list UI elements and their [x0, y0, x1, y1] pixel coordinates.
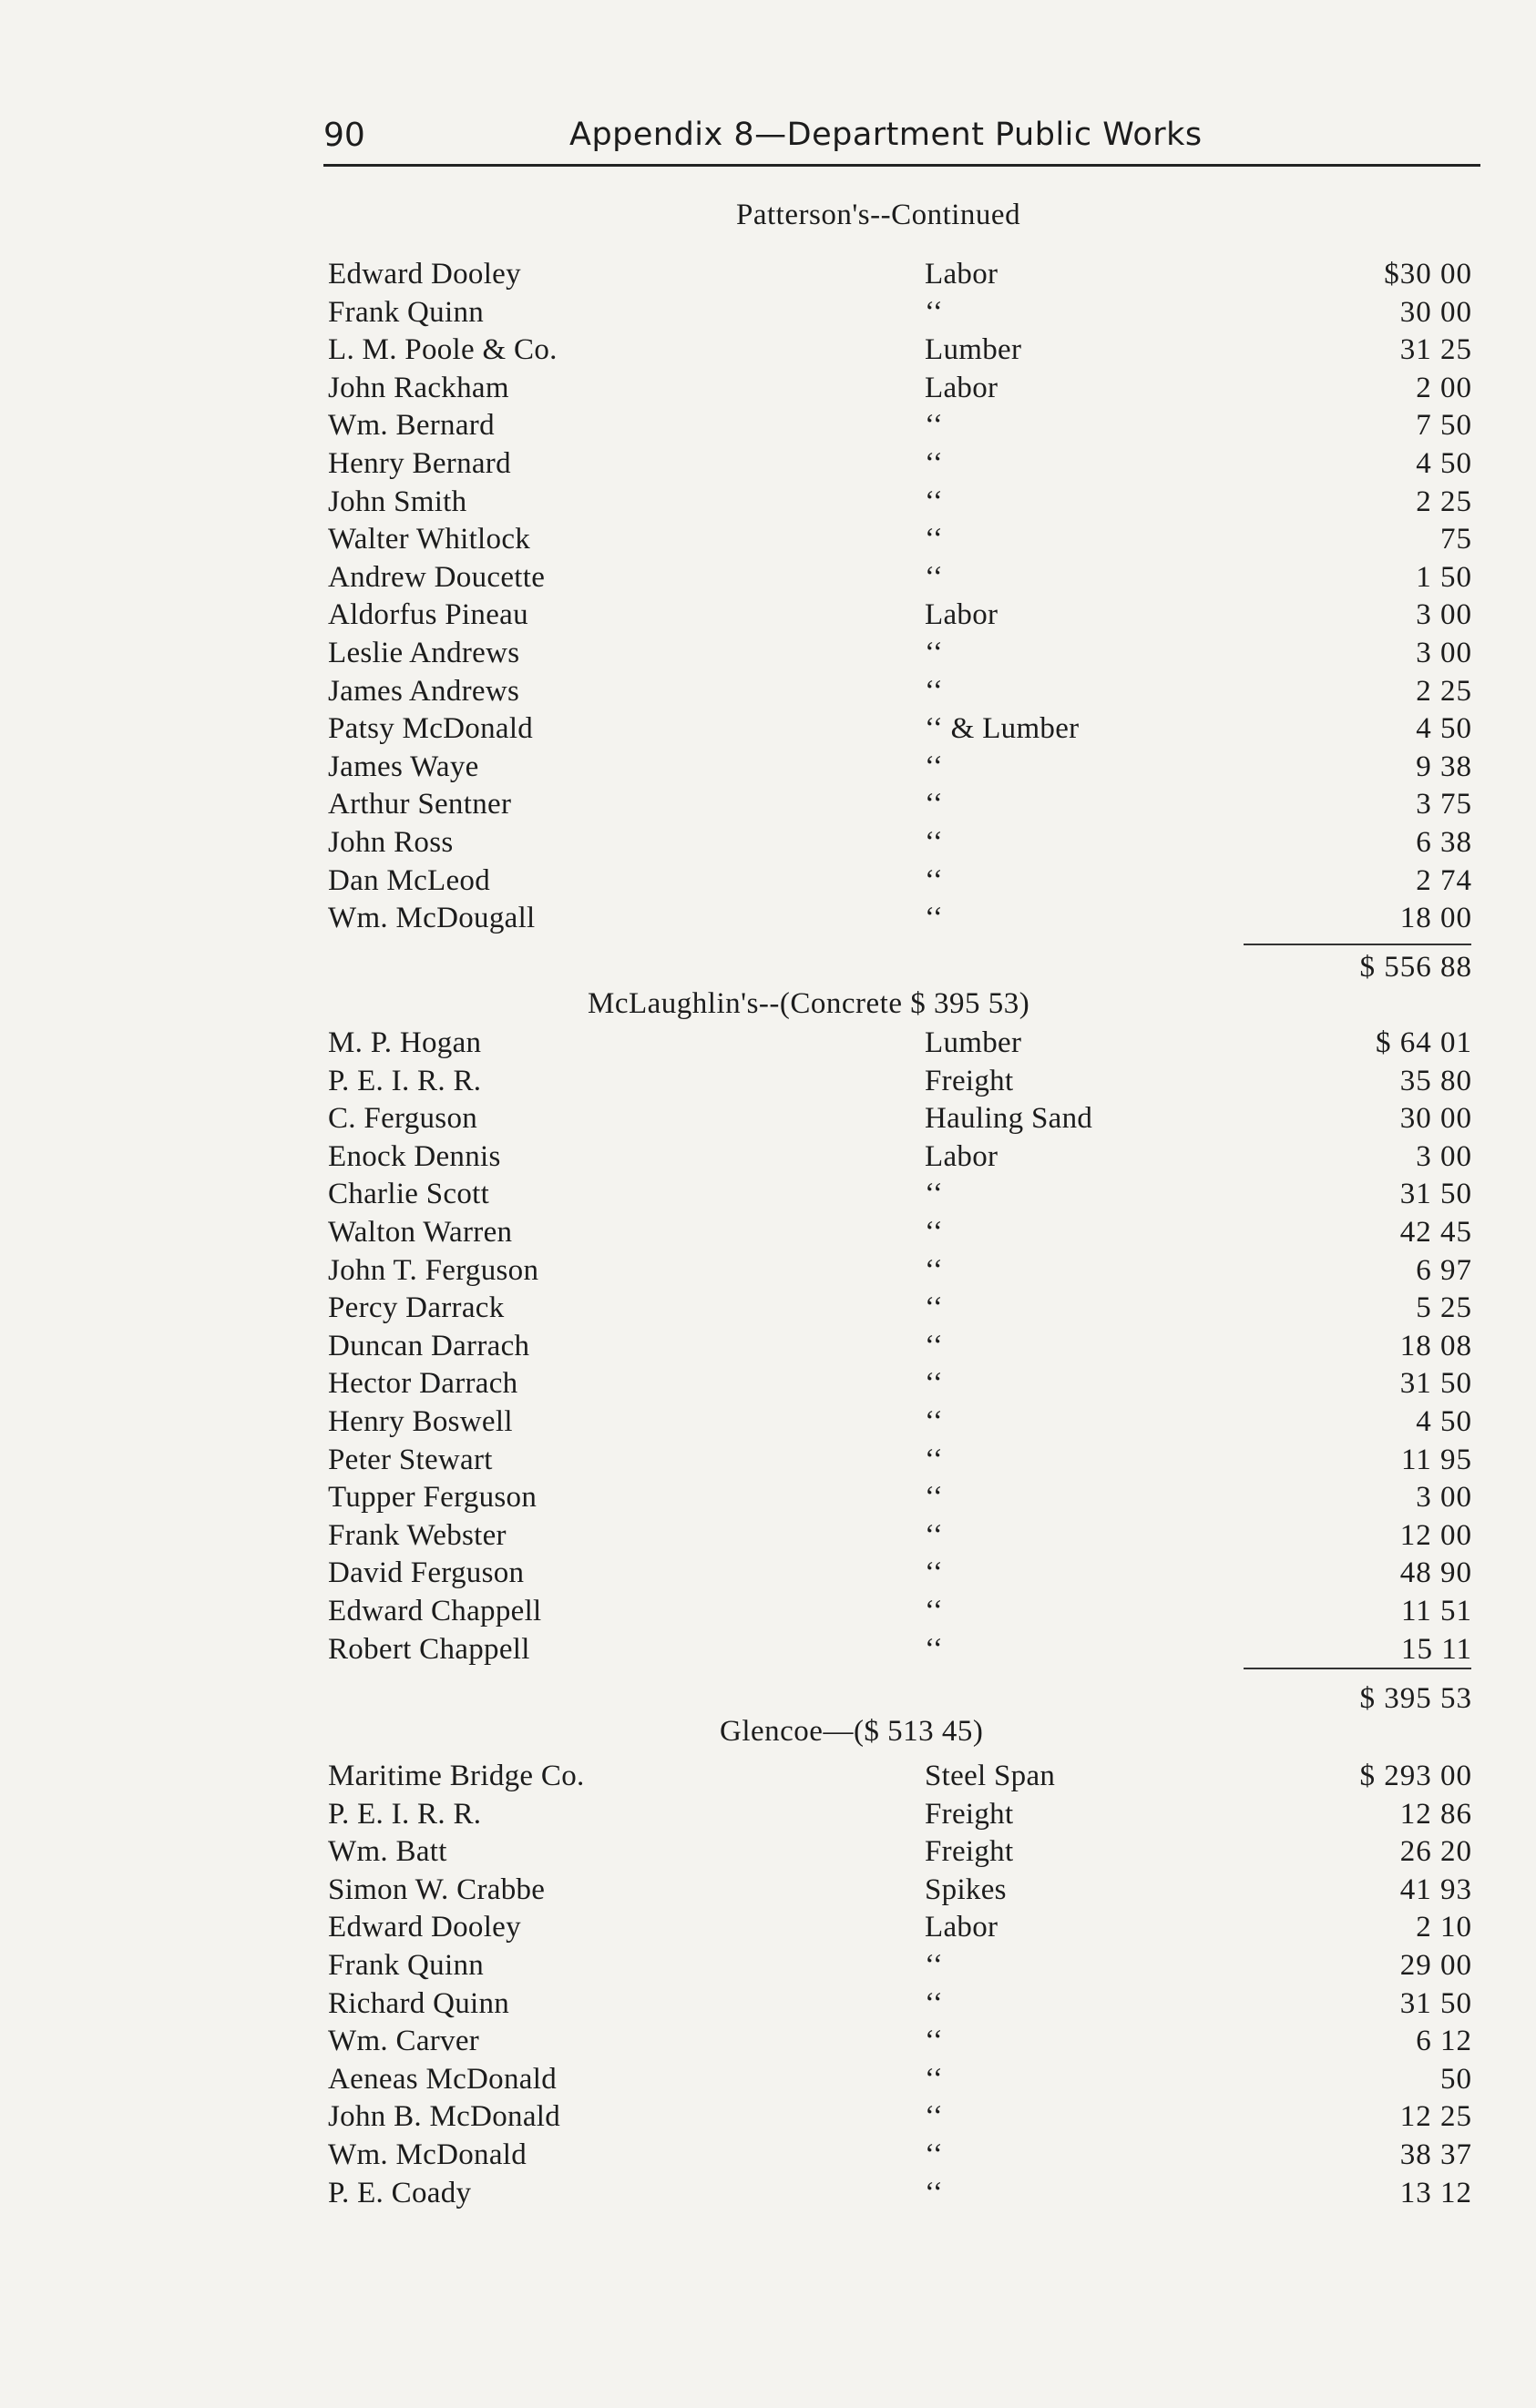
payment-item: ‘‘ [925, 485, 944, 518]
ledger-row [0, 2138, 1536, 2177]
ledger-row [0, 1291, 1536, 1330]
payment-amount: 7 50 [1416, 409, 1472, 443]
payment-amount: 2 25 [1416, 485, 1472, 518]
ledger-row [0, 409, 1536, 447]
payee-name: Edward Chappell [328, 1594, 542, 1627]
ledger-row [0, 2100, 1536, 2138]
payment-amount: 31 50 [1399, 1986, 1472, 2020]
payee-name: Henry Bernard [328, 446, 511, 480]
payment-amount: 13 12 [1399, 2176, 1472, 2209]
payment-amount: 6 12 [1416, 2025, 1472, 2058]
payee-name: Frank Webster [328, 1518, 507, 1552]
payee-name: P. E. I. R. R. [328, 1064, 482, 1097]
section-title-pattersons: Patterson's--Continued [736, 199, 1021, 231]
payment-item: ‘‘ [925, 295, 944, 329]
payee-name: Wm. Batt [328, 1835, 447, 1869]
payment-amount: 35 80 [1399, 1064, 1472, 1097]
payment-item: Labor [925, 258, 998, 291]
payment-item: ‘‘ [925, 523, 944, 556]
payment-item: Steel Span [925, 1760, 1056, 1792]
payment-item: Labor [925, 371, 998, 404]
payment-amount: 12 00 [1399, 1518, 1472, 1552]
payment-item: Labor [925, 598, 998, 632]
section-title-glencoe: Glencoe—($ 513 45) [720, 1715, 984, 1748]
payment-item: ‘‘ [925, 825, 944, 859]
payment-amount: 6 97 [1416, 1253, 1472, 1287]
ledger-row [0, 296, 1536, 334]
subtotal-rule [1244, 944, 1471, 945]
payment-item: ‘‘ [925, 902, 944, 935]
payee-name: Edward Dooley [328, 258, 521, 291]
payment-amount: 50 [1440, 2062, 1472, 2096]
payment-amount: 3 75 [1416, 788, 1472, 821]
payee-name: Simon W. Crabbe [328, 1872, 546, 1906]
payee-name: M. P. Hogan [328, 1026, 482, 1059]
page-number: 90 [323, 117, 365, 154]
payment-amount: 12 25 [1399, 2100, 1472, 2134]
payment-item: ‘‘ [925, 1986, 944, 2020]
ledger-row [0, 2025, 1536, 2063]
ledger-row [0, 1798, 1536, 1836]
ledger-row [0, 1911, 1536, 1949]
payment-item: ‘‘ [925, 1215, 944, 1249]
payment-amount: $ 293 00 [1359, 1760, 1472, 1792]
ledger-row [0, 1760, 1536, 1798]
payment-amount: 30 00 [1399, 295, 1472, 329]
ledger-row [0, 1949, 1536, 1987]
payment-item: ‘‘ [925, 2062, 944, 2096]
payment-item: ‘‘ [925, 788, 944, 821]
ledger-row [0, 864, 1536, 903]
payee-name: David Ferguson [328, 1556, 525, 1590]
payment-amount: 2 10 [1416, 1911, 1472, 1944]
payment-item: Spikes [925, 1872, 1007, 1906]
ledger-row [0, 1065, 1536, 1103]
payment-amount: 29 00 [1399, 1948, 1472, 1982]
subtotal-rule [1244, 1668, 1471, 1669]
payment-item: Hauling Sand [925, 1102, 1093, 1136]
payee-name: C. Ferguson [328, 1102, 478, 1136]
payment-item: ‘‘ [925, 560, 944, 594]
payment-item: ‘‘ [925, 2100, 944, 2134]
ledger-row [0, 902, 1536, 940]
payee-name: P. E. Coady [328, 2176, 472, 2209]
ledger-row [0, 826, 1536, 864]
ledger-row [0, 637, 1536, 675]
payee-name: Andrew Doucette [328, 560, 546, 594]
payment-amount: 26 20 [1399, 1835, 1472, 1869]
payment-amount: 31 25 [1399, 333, 1472, 367]
payment-item: ‘‘ [925, 674, 944, 708]
payment-amount: 15 11 [1400, 1632, 1472, 1666]
payment-amount: 30 00 [1399, 1102, 1472, 1136]
ledger-row [0, 1178, 1536, 1216]
payee-name: Duncan Darrach [328, 1329, 530, 1362]
payment-item: ‘‘ [925, 1948, 944, 1982]
payment-amount: 18 08 [1399, 1329, 1472, 1362]
payment-item: ‘‘ [925, 1518, 944, 1552]
payment-item: ‘‘ & Lumber [925, 712, 1080, 746]
payment-amount: 3 00 [1416, 1481, 1472, 1515]
payment-item: ‘‘ [925, 446, 944, 480]
payment-item: ‘‘ [925, 1367, 944, 1401]
payment-item: ‘‘ [925, 1404, 944, 1438]
ledger-row [0, 1026, 1536, 1065]
payee-name: Charlie Scott [328, 1178, 490, 1211]
payment-amount: 4 50 [1416, 712, 1472, 746]
payee-name: John Ross [328, 825, 454, 859]
payment-item: ‘‘ [925, 2025, 944, 2058]
ledger-row [0, 1254, 1536, 1292]
payment-amount: 31 50 [1399, 1178, 1472, 1211]
payee-name: Percy Darrack [328, 1291, 505, 1325]
payment-amount: 3 00 [1416, 598, 1472, 632]
ledger-row [0, 1873, 1536, 1912]
ledger-row [0, 675, 1536, 713]
payment-amount: 12 86 [1399, 1797, 1472, 1831]
payee-name: Dan McLeod [328, 863, 491, 897]
payment-amount: 2 74 [1416, 863, 1472, 897]
ledger-row [0, 1987, 1536, 2025]
payment-item: ‘‘ [925, 1481, 944, 1515]
glencoe-rows [0, 1760, 1536, 2214]
payment-amount: 11 95 [1400, 1443, 1472, 1476]
payee-name: James Waye [328, 750, 479, 783]
payment-item: ‘‘ [925, 1632, 944, 1666]
ledger-row [0, 1595, 1536, 1633]
payment-item: ‘‘ [925, 1178, 944, 1211]
payment-item: ‘‘ [925, 1556, 944, 1590]
payment-amount: 6 38 [1416, 825, 1472, 859]
payment-amount: 38 37 [1399, 2138, 1472, 2171]
ledger-row [0, 523, 1536, 561]
payment-amount: $30 00 [1384, 258, 1472, 291]
section-title-mclaughlins: McLaughlin's--(Concrete $ 395 53) [588, 987, 1030, 1020]
payment-amount: 42 45 [1399, 1215, 1472, 1249]
ledger-row [0, 258, 1536, 296]
ledger-row [0, 485, 1536, 524]
ledger-row [0, 1633, 1536, 1671]
payment-amount: 48 90 [1399, 1556, 1472, 1590]
payee-name: Frank Quinn [328, 1948, 485, 1982]
payment-amount: 31 50 [1399, 1367, 1472, 1401]
payee-name: Walton Warren [328, 1215, 513, 1249]
payee-name: Robert Chappell [328, 1632, 530, 1666]
ledger-row [0, 1556, 1536, 1595]
payment-item: Lumber [925, 333, 1022, 367]
payment-amount: 3 00 [1416, 636, 1472, 669]
payee-name: John T. Ferguson [328, 1253, 539, 1287]
payment-amount: 1 50 [1416, 560, 1472, 594]
payment-amount: 4 50 [1416, 446, 1472, 480]
payee-name: Aeneas McDonald [328, 2062, 558, 2096]
payee-name: Wm. McDougall [328, 902, 536, 935]
ledger-row [0, 1140, 1536, 1178]
running-head: Appendix 8—Department Public Works [569, 117, 1203, 153]
payment-item: ‘‘ [925, 2176, 944, 2209]
payee-name: John Rackham [328, 371, 509, 404]
pattersons-rows [0, 258, 1536, 940]
ledger-row [0, 1835, 1536, 1873]
payment-amount: 11 51 [1400, 1594, 1472, 1627]
payee-name: Wm. McDonald [328, 2138, 527, 2171]
ledger-row [0, 788, 1536, 826]
ledger-row [0, 1102, 1536, 1140]
payment-amount: 41 93 [1399, 1872, 1472, 1906]
payment-item: Labor [925, 1911, 998, 1944]
payment-item: ‘‘ [925, 1291, 944, 1325]
payment-amount: 2 25 [1416, 674, 1472, 708]
payment-amount: 3 00 [1416, 1139, 1472, 1173]
payee-name: Leslie Andrews [328, 636, 520, 669]
payment-item: Freight [925, 1064, 1014, 1097]
section-total-pattersons: $ 556 88 [1359, 951, 1472, 984]
payee-name: John B. McDonald [328, 2100, 561, 2134]
ledger-row [0, 1216, 1536, 1254]
ledger-row [0, 1519, 1536, 1557]
section-total-mclaughlins: $ 395 53 [1359, 1682, 1472, 1715]
ledger-row [0, 333, 1536, 372]
payment-item: Lumber [925, 1026, 1022, 1059]
payee-name: Arthur Sentner [328, 788, 512, 821]
payment-item: ‘‘ [925, 863, 944, 897]
payee-name: Walter Whitlock [328, 523, 531, 556]
payment-item: ‘‘ [925, 2138, 944, 2171]
payment-amount: 2 00 [1416, 371, 1472, 404]
payment-amount: $ 64 01 [1376, 1026, 1472, 1059]
ledger-row [0, 2063, 1536, 2101]
ledger-row [0, 372, 1536, 410]
payee-name: Peter Stewart [328, 1443, 493, 1476]
ledger-row [0, 2177, 1536, 2215]
payment-item: Freight [925, 1835, 1014, 1869]
payee-name: Patsy McDonald [328, 712, 534, 746]
ledger-row [0, 561, 1536, 599]
payee-name: Edward Dooley [328, 1911, 521, 1944]
payment-amount: 4 50 [1416, 1404, 1472, 1438]
payee-name: P. E. I. R. R. [328, 1797, 482, 1831]
payment-item: ‘‘ [925, 636, 944, 669]
ledger-row [0, 712, 1536, 750]
ledger-row [0, 1444, 1536, 1482]
ledger-row [0, 1330, 1536, 1368]
payee-name: Wm. Bernard [328, 409, 495, 443]
payee-name: Wm. Carver [328, 2025, 480, 2058]
payment-amount: 75 [1440, 523, 1472, 556]
payee-name: Enock Dennis [328, 1139, 501, 1173]
payee-name: James Andrews [328, 674, 520, 708]
payee-name: Tupper Ferguson [328, 1481, 538, 1515]
payee-name: L. M. Poole & Co. [328, 333, 558, 367]
payment-item: ‘‘ [925, 1594, 944, 1627]
ledger-row [0, 447, 1536, 485]
mclaughlins-rows [0, 1026, 1536, 1670]
ledger-row [0, 1367, 1536, 1405]
page-header [323, 113, 1480, 167]
payment-item: ‘‘ [925, 1329, 944, 1362]
payee-name: Hector Darrach [328, 1367, 518, 1401]
payee-name: Henry Boswell [328, 1404, 513, 1438]
payee-name: Aldorfus Pineau [328, 598, 528, 632]
payee-name: Richard Quinn [328, 1986, 510, 2020]
payment-item: Labor [925, 1139, 998, 1173]
payment-item: Freight [925, 1797, 1014, 1831]
payment-item: ‘‘ [925, 1443, 944, 1476]
payment-item: ‘‘ [925, 1253, 944, 1287]
payment-amount: 5 25 [1416, 1291, 1472, 1325]
payment-item: ‘‘ [925, 409, 944, 443]
payee-name: John Smith [328, 485, 467, 518]
payee-name: Frank Quinn [328, 295, 485, 329]
payment-amount: 18 00 [1399, 902, 1472, 935]
payment-item: ‘‘ [925, 750, 944, 783]
ledger-row [0, 750, 1536, 789]
ledger-row [0, 1405, 1536, 1444]
payee-name: Maritime Bridge Co. [328, 1760, 585, 1792]
ledger-row [0, 598, 1536, 637]
payment-amount: 9 38 [1416, 750, 1472, 783]
ledger-row [0, 1481, 1536, 1519]
